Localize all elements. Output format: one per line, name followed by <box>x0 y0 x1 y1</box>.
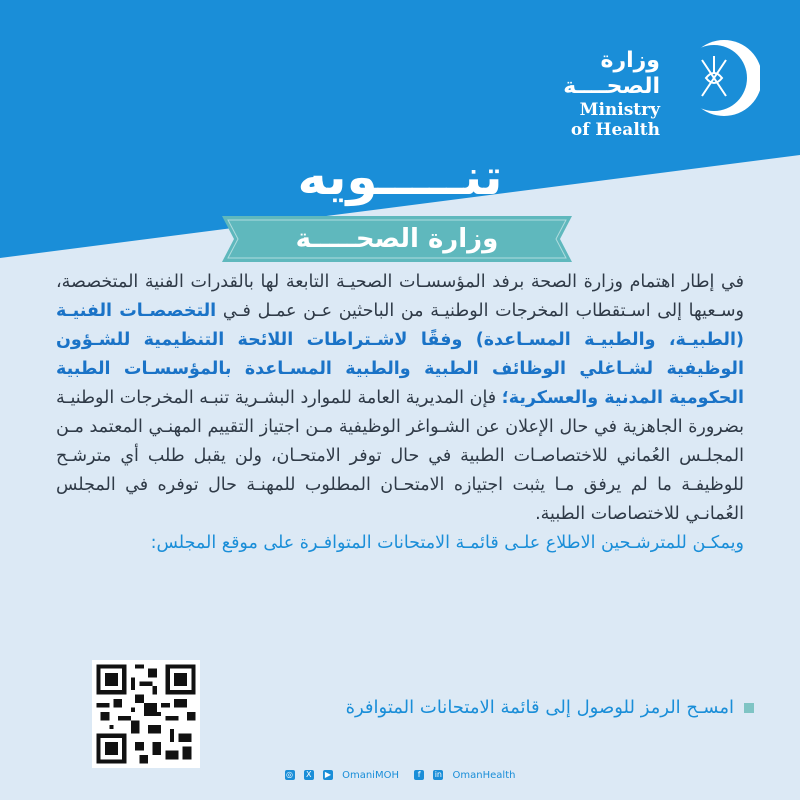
facebook-icon[interactable]: f <box>414 770 424 780</box>
social-handle-moh[interactable]: OmaniMOH <box>342 770 399 781</box>
social-handle-health[interactable]: OmanHealth <box>452 770 516 781</box>
logo-arabic-text: وزارة الصحــــة <box>563 48 660 99</box>
linkedin-icon[interactable]: in <box>434 770 442 779</box>
x-icon[interactable]: X <box>304 770 314 780</box>
scan-instruction <box>240 697 754 718</box>
scan-label: امسـح الرمز للوصول إلى قائمة الامتحانات المتوافرة <box>345 697 734 718</box>
instagram-icon[interactable]: ◎ <box>286 770 294 779</box>
notice-body <box>56 268 744 558</box>
ministry-logo <box>560 38 760 140</box>
logo-english-text: Ministry of Health <box>570 100 660 140</box>
notice-highlight: التخصصـات الفنيـة (الطبيـة، والطبيـة المسـاعدة) وفقًا لاشـتراطات اللائحة التنظيمية للشـؤون الوظيفية لشـاغلي الوظائف الطبية والطبية المسـاعدة بالمؤسسـات الطبية الحكومية المدنية والعسكرية؛ <box>56 301 744 408</box>
bullet-square-icon <box>744 703 754 713</box>
notice-text-part2: فإن المديرية العامة للموارد البشـرية تنبـه المخرجات الوطنيـة بضرورة الجاهزية في حال الإعلان عن الشـواغر الوظيفية مـن اجتياز التقييم المهنـي المعتمد مـن المجلـس العُماني للاختصاصـات الطبية في حال توفر الامتحـان، ولن يقبل طلب أي مترشـح للوظيفـة ما لم يرفق مـا يثبت اجتيازه الامتحـان المطلوب للمهنـة حال توفره في المجلس العُمانـي للاختصاصات الطبية. <box>56 388 744 524</box>
crescent-emblem-icon <box>680 38 760 118</box>
notice-paragraph <box>56 268 744 529</box>
ribbon-label: وزارة الصحـــــة <box>295 224 499 254</box>
youtube-icon[interactable]: ▶ <box>324 770 331 779</box>
social-handles-right <box>411 770 518 781</box>
social-handles-left <box>282 770 406 781</box>
notice-text-part1: في إطار اهتمام وزارة الصحة برفد المؤسسـات الصحيـة التابعة لها بالقدرات الفنية المتخصصة، وسـعيها إلى اسـتقطاب المخرجات الوطنيـة من الباحثين عـن عمـل فـي <box>56 272 745 321</box>
page-title: تنـــــويه <box>297 148 503 206</box>
qr-code[interactable] <box>92 660 200 768</box>
council-site-text: ويمكـن للمترشـحين الاطلاع علـى قائمـة الامتحانات المتوافـرة على موقع المجلس: <box>150 533 744 553</box>
social-footer <box>0 770 800 781</box>
